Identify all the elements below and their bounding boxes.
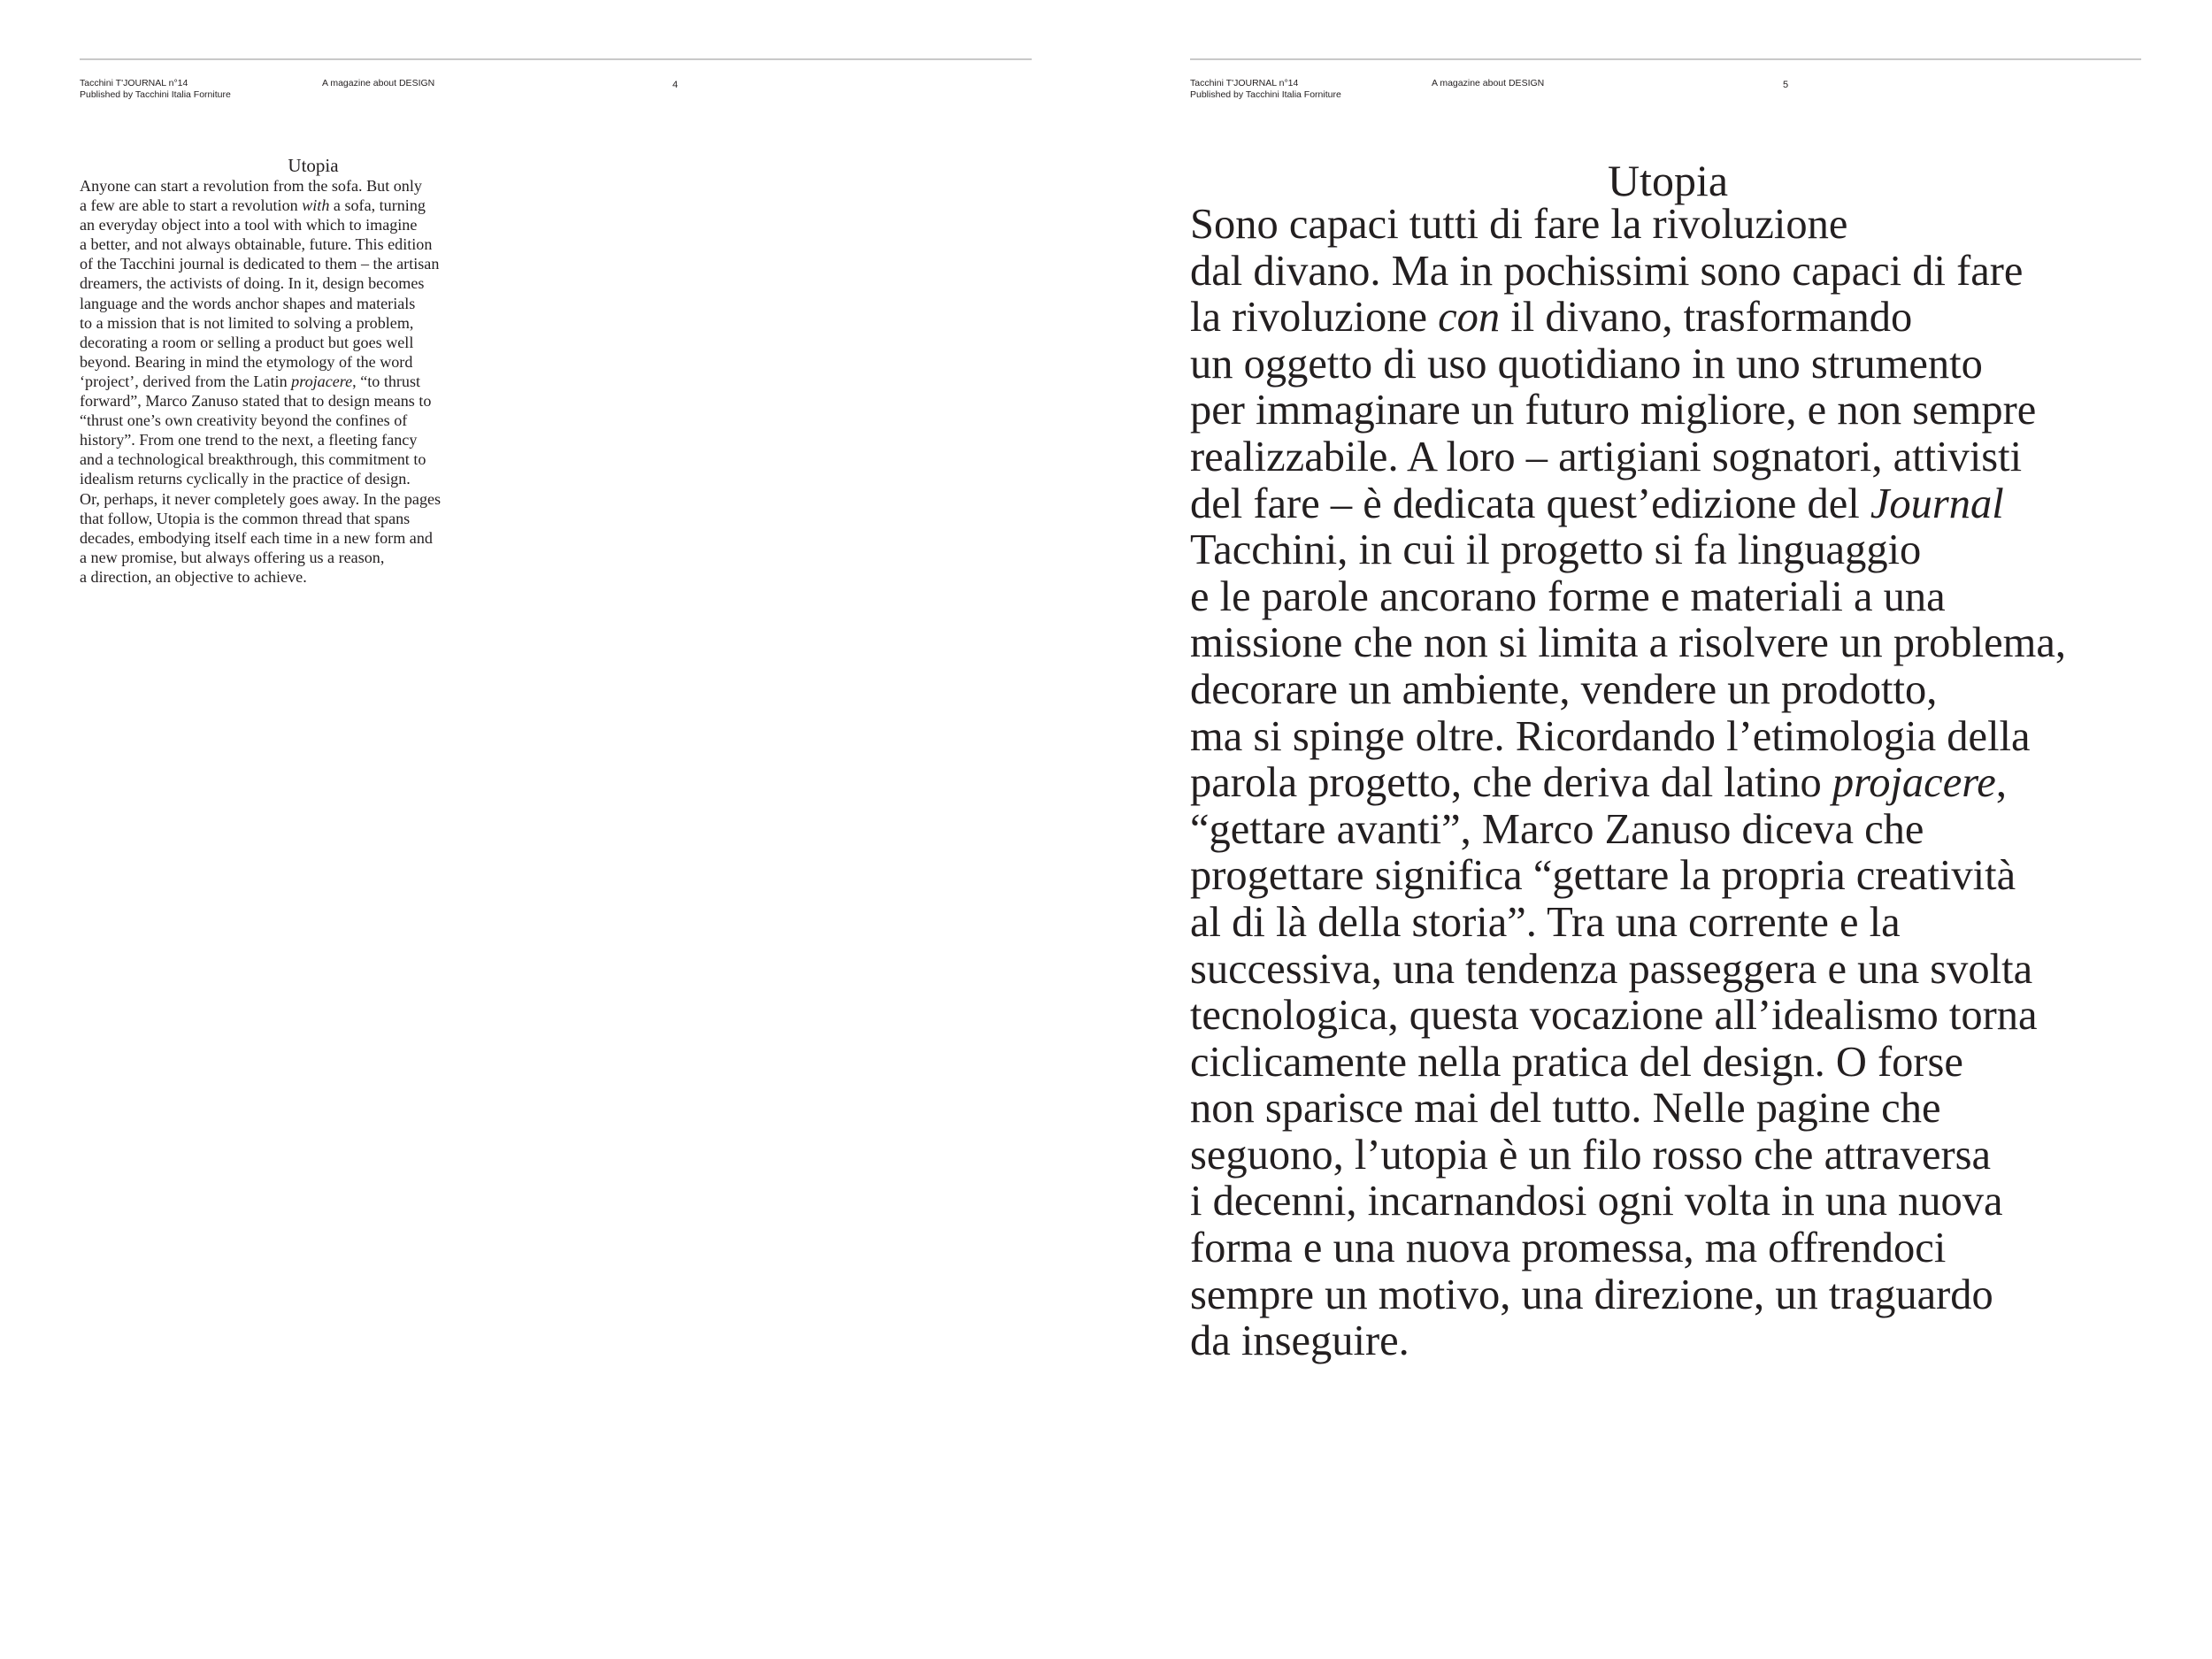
- text-line: “gettare avanti”, Marco Zanuso diceva che: [1190, 805, 1924, 853]
- text-line: successiva, una tendenza passeggera e una svolta: [1190, 945, 2033, 993]
- publication-info: [1190, 78, 1341, 101]
- text-line: history”. From one trend to the next, a fleeting fancy: [80, 431, 418, 449]
- text-line: idealism returns cyclically in the practice of design.: [80, 470, 411, 488]
- text-line: Sono capaci tutti di fare la rivoluzione: [1190, 201, 1848, 248]
- text-line: tecnologica, questa vocazione all’idealismo torna: [1190, 992, 2038, 1040]
- header-rule: [1190, 58, 2141, 60]
- italic-word: projacere: [291, 372, 353, 390]
- right-page: [1106, 0, 2212, 1659]
- text-line: realizzabile. A loro – artigiani sognatori, attivisti: [1190, 433, 2023, 480]
- text-line: i decenni, incarnandosi ogni volta in una nuova: [1190, 1178, 2003, 1225]
- text-line: a better, and not always obtainable, future. This edition: [80, 235, 433, 254]
- text-line: non sparisce mai del tutto. Nelle pagine che: [1190, 1085, 1941, 1133]
- text-line: a few are able to start a revolution with a sofa, turning: [80, 196, 426, 215]
- article-body-english: [80, 176, 441, 587]
- text-line: da inseguire.: [1190, 1317, 1409, 1365]
- page-number: 5: [1783, 80, 1789, 90]
- text-line: decorare un ambiente, vendere un prodotto,: [1190, 665, 1938, 713]
- text-line: del fare – è dedicata quest’edizione del Journal: [1190, 480, 2004, 527]
- text-line: and a technological breakthrough, this commitment to: [80, 450, 426, 469]
- text-line: Anyone can start a revolution from the sofa. But only: [80, 177, 422, 195]
- text-line: decades, embodying itself each time in a new form and: [80, 528, 433, 547]
- text-line: ma si spinge oltre. Ricordando l’etimologia della: [1190, 712, 2031, 760]
- publication-info: [80, 78, 231, 101]
- text-line: per immaginare un futuro migliore, e non sempre: [1190, 387, 2037, 434]
- text-line: language and the words anchor shapes and materials: [80, 294, 416, 312]
- text-line: of the Tacchini journal is dedicated to them – the artisan: [80, 255, 440, 273]
- text-line: an everyday object into a tool with which to imagine: [80, 216, 418, 234]
- article-body-italian: [1190, 202, 2066, 1365]
- header-rule: [80, 58, 1032, 60]
- text-line: forward”, Marco Zanuso stated that to design means to: [80, 392, 432, 411]
- italic-word: projacere: [1832, 759, 1996, 807]
- text-line: parola progetto, che deriva dal latino projacere,: [1190, 759, 2007, 807]
- magazine-tagline: A magazine about DESIGN: [322, 78, 435, 88]
- text-line: sempre un motivo, una direzione, un traguardo: [1190, 1271, 1993, 1318]
- text-line: decorating a room or selling a product but goes well: [80, 333, 414, 351]
- publication-name: Tacchini T'JOURNAL n°14: [1190, 78, 1299, 88]
- text-line: seguono, l’utopia è un filo rosso che attraversa: [1190, 1131, 1992, 1179]
- magazine-tagline: A magazine about DESIGN: [1432, 78, 1545, 88]
- italic-word: Journal: [1870, 480, 2004, 527]
- text-line: Or, perhaps, it never completely goes away. In the pages: [80, 489, 442, 508]
- text-line: to a mission that is not limited to solving a problem,: [80, 313, 414, 332]
- italic-word: con: [1438, 294, 1501, 342]
- text-line: la rivoluzione con il divano, trasformando: [1190, 294, 1913, 342]
- text-line: a direction, an objective to achieve.: [80, 567, 307, 586]
- text-line: a new promise, but always offering us a reason,: [80, 548, 385, 566]
- text-line: forma e una nuova promessa, ma offrendoci: [1190, 1225, 1947, 1272]
- text-line: ciclicamente nella pratica del design. O forse: [1190, 1038, 1963, 1086]
- text-line: al di là della storia”. Tra una corrente e la: [1190, 898, 1901, 946]
- text-line: “thrust one’s own creativity beyond the confines of: [80, 411, 408, 430]
- text-line: un oggetto di uso quotidiano in uno strumento: [1190, 340, 1983, 388]
- text-line: beyond. Bearing in mind the etymology of the word: [80, 352, 413, 371]
- text-line: Tacchini, in cui il progetto si fa linguaggio: [1190, 526, 1922, 574]
- text-line: missione che non si limita a risolvere un problema,: [1190, 619, 2066, 667]
- article-title: Utopia: [1607, 156, 1729, 205]
- publication-name: Tacchini T'JOURNAL n°14: [80, 78, 188, 88]
- text-line: that follow, Utopia is the common thread that spans: [80, 509, 411, 527]
- publisher: Published by Tacchini Italia Forniture: [80, 89, 231, 100]
- text-line: ‘project’, derived from the Latin projacere, “to thrust: [80, 372, 421, 390]
- article-title: Utopia: [288, 155, 339, 176]
- italic-word: with: [302, 196, 330, 215]
- publisher: Published by Tacchini Italia Forniture: [1190, 89, 1341, 100]
- text-line: e le parole ancorano forme e materiali a una: [1190, 572, 1946, 620]
- text-line: dreamers, the activists of doing. In it, design becomes: [80, 274, 425, 293]
- text-line: progettare significa “gettare la propria creatività: [1190, 852, 2016, 900]
- page-number: 4: [672, 80, 679, 90]
- text-line: dal divano. Ma in pochissimi sono capaci di fare: [1190, 247, 2024, 295]
